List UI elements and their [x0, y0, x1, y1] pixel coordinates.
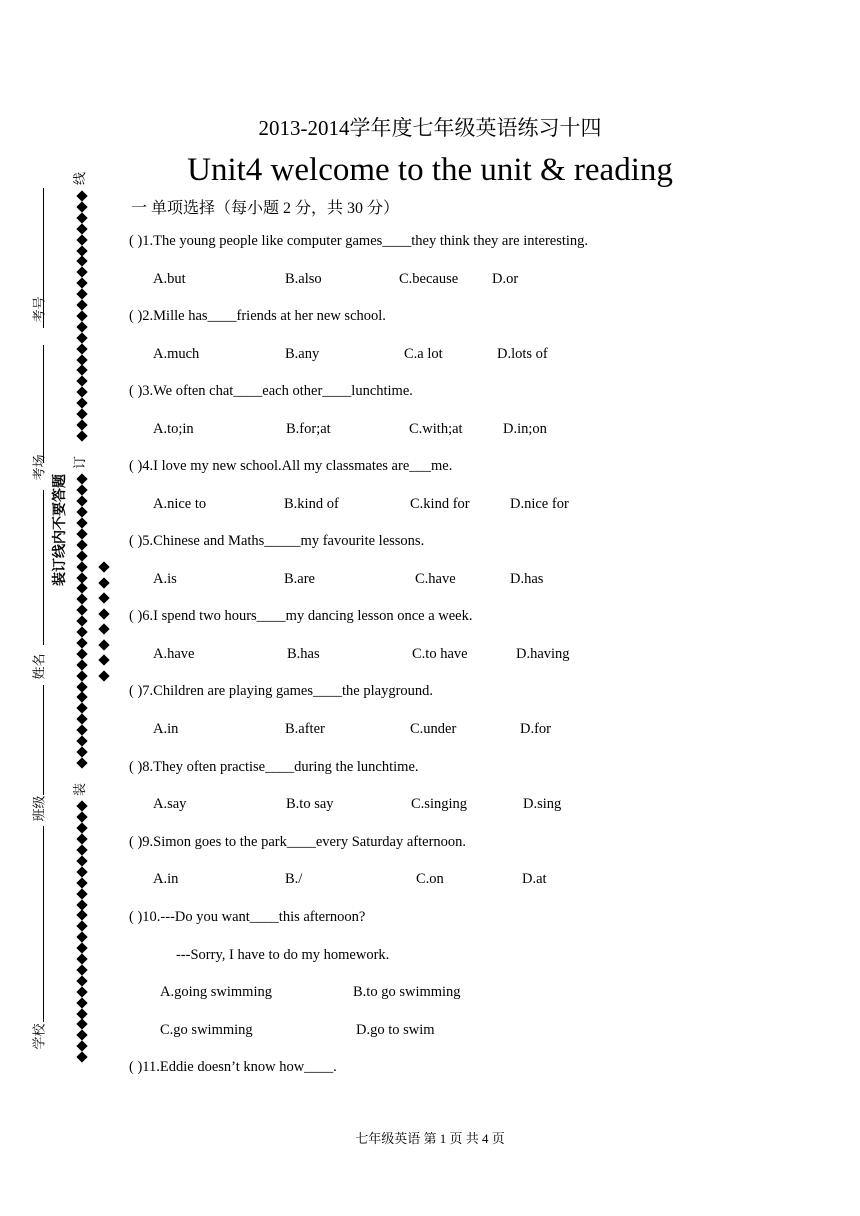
diamond-icon: [76, 659, 87, 670]
question-stem: ( )6.I spend two hours____my dancing lesson once a week.: [129, 608, 473, 624]
diamond-icon: [76, 234, 87, 245]
diamond-icon: [76, 615, 87, 626]
margin-char-xian: 线: [73, 171, 89, 186]
diamond-icon: [76, 637, 87, 648]
diamond-border-short: [98, 0, 112, 1216]
question-stem: ( )3.We often chat____each other____lunchtime.: [129, 383, 413, 399]
diamond-icon: [76, 310, 87, 321]
page-footer: 七年级英语 第 1 页 共 4 页: [355, 1131, 505, 1146]
option: B.also: [285, 271, 322, 287]
option: D.for: [520, 721, 552, 737]
diamond-icon: [76, 866, 87, 877]
diamond-icon: [76, 670, 87, 681]
diamond-icon: [98, 608, 109, 619]
diamond-icon: [76, 201, 87, 212]
label-school: 学校: [32, 1023, 48, 1050]
option: C.under: [410, 721, 457, 737]
diamond-icon: [98, 639, 109, 650]
option: C.have: [415, 571, 456, 587]
option: B.after: [285, 721, 325, 737]
option: D.lots of: [497, 346, 548, 362]
diamond-icon: [76, 594, 87, 605]
option: C.a lot: [404, 346, 443, 362]
field-line: [43, 490, 44, 645]
diamond-icon: [76, 605, 87, 616]
diamond-icon: [76, 986, 87, 997]
diamond-icon: [76, 278, 87, 289]
diamond-icon: [76, 953, 87, 964]
diamond-icon: [98, 592, 109, 603]
field-line: [43, 826, 44, 1022]
option: D.in;on: [503, 421, 547, 437]
diamond-icon: [76, 299, 87, 310]
option: B.kind of: [284, 496, 339, 512]
option: B.for;at: [286, 421, 331, 437]
question-stem: ( )11.Eddie doesn’t know how____.: [129, 1059, 337, 1075]
diamond-icon: [76, 528, 87, 539]
diamond-icon: [76, 539, 87, 550]
diamond-icon: [76, 942, 87, 953]
option: A.much: [153, 346, 200, 362]
diamond-icon: [76, 376, 87, 387]
option: A.have: [153, 646, 195, 662]
diamond-icon: [76, 550, 87, 561]
diamond-icon: [76, 746, 87, 757]
question-stem: ( )4.I love my new school.All my classmates are___me.: [129, 458, 453, 474]
title-english: Unit4 welcome to the unit & reading: [187, 152, 673, 188]
option: C.singing: [411, 796, 467, 812]
question-stem: ( )9.Simon goes to the park____every Saturday afternoon.: [129, 834, 467, 850]
diamond-icon: [76, 321, 87, 332]
title-chinese: 2013-2014学年度七年级英语练习十四: [258, 116, 602, 140]
option: A.to;in: [153, 421, 194, 437]
diamond-icon: [76, 648, 87, 659]
diamond-icon: [76, 485, 87, 496]
diamond-icon: [76, 267, 87, 278]
diamond-icon: [76, 223, 87, 234]
option: C.on: [416, 871, 444, 887]
option: D.has: [510, 571, 544, 587]
field-line: [43, 685, 44, 795]
diamond-icon: [76, 844, 87, 855]
diamond-icon: [76, 735, 87, 746]
diamond-icon: [76, 964, 87, 975]
diamond-icon: [76, 343, 87, 354]
question-stem: ( )10.---Do you want____this afternoon?: [129, 909, 366, 925]
diamond-icon: [76, 833, 87, 844]
option: D.or: [492, 271, 519, 287]
diamond-icon: [98, 577, 109, 588]
option: B.any: [285, 346, 320, 362]
diamond-icon: [76, 932, 87, 943]
diamond-icon: [76, 975, 87, 986]
diamond-icon: [76, 724, 87, 735]
option: C.kind for: [410, 496, 470, 512]
option: B.to go swimming: [353, 984, 461, 1000]
diamond-icon: [98, 623, 109, 634]
option: B./: [285, 871, 303, 887]
option: A.is: [153, 571, 177, 587]
label-exam-number: 考号: [32, 296, 48, 323]
option: C.with;at: [409, 421, 463, 437]
diamond-icon: [76, 496, 87, 507]
question-stem: ( )2.Mille has____friends at her new school.: [129, 308, 386, 324]
binding-warning: 装订线内不要答题: [52, 474, 68, 586]
option: C.to have: [412, 646, 468, 662]
diamond-icon: [76, 506, 87, 517]
diamond-icon: [76, 703, 87, 714]
diamond-icon: [76, 1051, 87, 1062]
question-stem: ( )7.Children are playing games____the playground.: [129, 683, 434, 699]
diamond-icon: [76, 387, 87, 398]
diamond-icon: [76, 190, 87, 201]
diamond-icon: [76, 921, 87, 932]
section-heading: 一 单项选择（每小题 2 分，共 30 分）: [131, 200, 400, 217]
diamond-icon: [76, 288, 87, 299]
diamond-icon: [76, 397, 87, 408]
option: D.sing: [523, 796, 562, 812]
option: B.has: [287, 646, 320, 662]
option: A.in: [153, 871, 179, 887]
diamond-icon: [76, 430, 87, 441]
diamond-icon: [76, 823, 87, 834]
diamond-icon: [76, 757, 87, 768]
margin-char-zhuang: 装: [73, 782, 89, 797]
margin-char-ding: 订: [73, 455, 89, 470]
diamond-icon: [76, 812, 87, 823]
option: A.in: [153, 721, 179, 737]
diamond-icon: [76, 855, 87, 866]
option: D.go to swim: [356, 1022, 435, 1038]
question-stem: ( )5.Chinese and Maths_____my favourite lessons.: [129, 533, 425, 549]
option: B.are: [284, 571, 315, 587]
option: C.go swimming: [160, 1022, 253, 1038]
option: D.at: [522, 871, 547, 887]
diamond-icon: [76, 561, 87, 572]
option: D.having: [516, 646, 570, 662]
option: D.nice for: [510, 496, 569, 512]
question-stem: ( )1.The young people like computer games____they think they are interesting.: [129, 233, 589, 249]
diamond-icon: [76, 517, 87, 528]
option: A.going swimming: [160, 984, 272, 1000]
diamond-icon: [76, 212, 87, 223]
diamond-icon: [76, 714, 87, 725]
label-class: 班级: [32, 795, 48, 822]
option: B.to say: [286, 796, 334, 812]
diamond-icon: [76, 888, 87, 899]
diamond-icon: [76, 1030, 87, 1041]
option: C.because: [399, 271, 459, 287]
diamond-icon: [76, 1041, 87, 1052]
question-reply: ---Sorry, I have to do my homework.: [176, 947, 390, 963]
diamond-icon: [98, 654, 109, 665]
option: A.say: [153, 796, 187, 812]
option: A.nice to: [153, 496, 207, 512]
diamond-icon: [76, 419, 87, 430]
diamond-icon: [76, 332, 87, 343]
diamond-icon: [76, 877, 87, 888]
label-name: 姓名: [32, 653, 48, 680]
question-stem: ( )8.They often practise____during the lunchtime.: [129, 759, 419, 775]
diamond-icon: [98, 670, 109, 681]
diamond-icon: [76, 997, 87, 1008]
label-exam-room: 考场: [32, 454, 48, 481]
diamond-icon: [76, 408, 87, 419]
option: A.but: [153, 271, 186, 287]
field-line: [43, 345, 44, 463]
diamond-icon: [76, 626, 87, 637]
diamond-icon: [98, 561, 109, 572]
